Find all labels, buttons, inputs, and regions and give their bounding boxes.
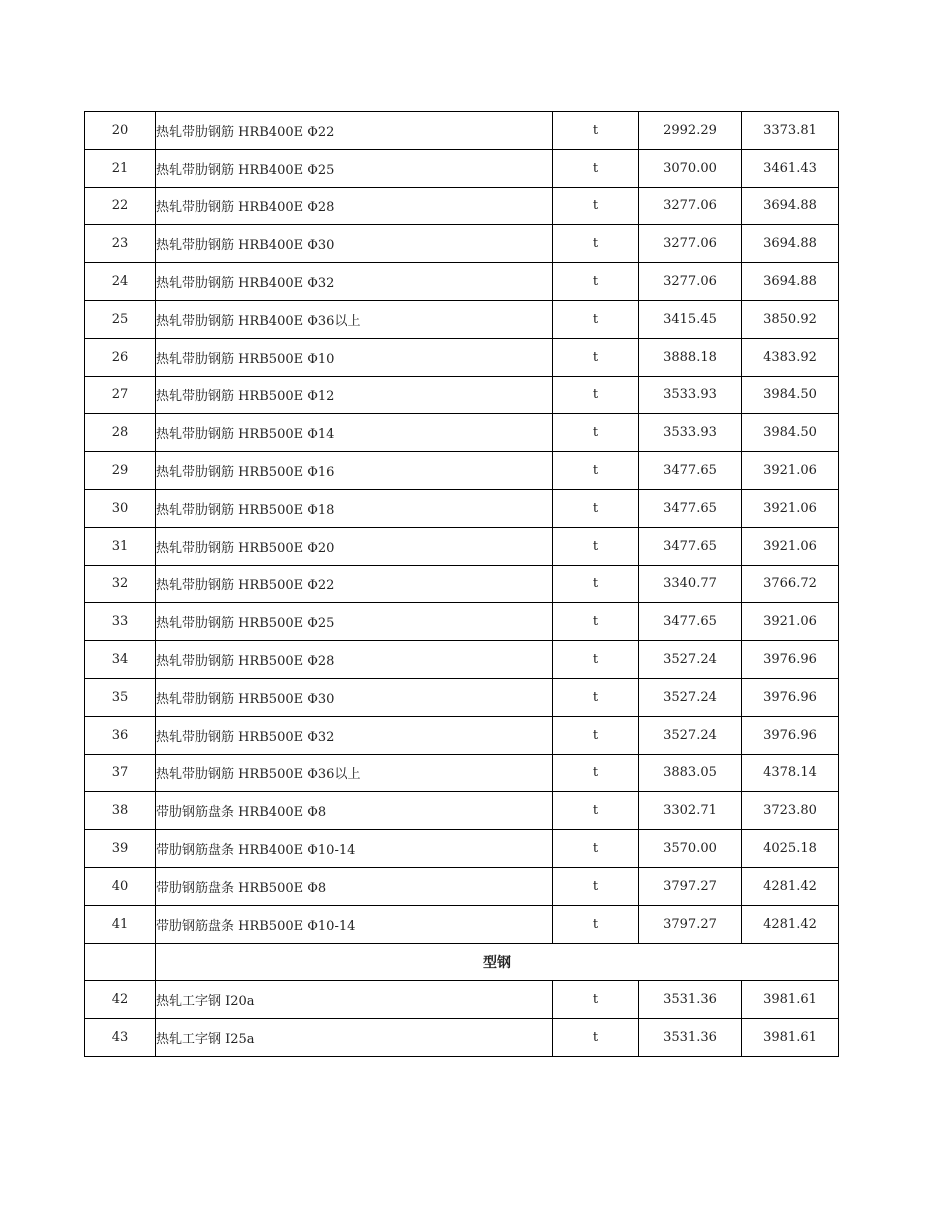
table-row [85,981,839,1019]
item-price-excl: 3797.27 [639,905,742,943]
item-price-incl: 4025.18 [742,830,839,868]
section-title: 型钢 [156,943,839,981]
item-number: 21 [85,149,156,187]
price-table [84,111,839,1057]
item-unit: t [553,187,639,225]
item-unit: t [553,376,639,414]
table-row [85,187,839,225]
item-unit: t [553,905,639,943]
item-name: 热轧带肋钢筋 HRB500E Φ10 [156,338,553,376]
item-price-excl: 3527.24 [639,678,742,716]
section-no-cell [85,943,156,981]
item-number: 39 [85,830,156,868]
table-row [85,867,839,905]
item-name: 热轧工字钢 I20a [156,981,553,1019]
table-row [85,489,839,527]
table-row [85,905,839,943]
item-number: 24 [85,263,156,301]
item-price-incl: 3976.96 [742,678,839,716]
item-price-excl: 3477.65 [639,527,742,565]
item-unit: t [553,263,639,301]
item-name: 热轧带肋钢筋 HRB500E Φ28 [156,641,553,679]
item-unit: t [553,867,639,905]
table-row [85,1019,839,1057]
item-name: 热轧工字钢 I25a [156,1019,553,1057]
item-unit: t [553,527,639,565]
item-price-excl: 3797.27 [639,867,742,905]
table-row [85,149,839,187]
table-row [85,300,839,338]
item-price-excl: 3340.77 [639,565,742,603]
item-number: 27 [85,376,156,414]
item-unit: t [553,716,639,754]
item-unit: t [553,149,639,187]
item-number: 29 [85,452,156,490]
item-price-incl: 4281.42 [742,905,839,943]
item-price-incl: 3984.50 [742,414,839,452]
item-price-excl: 3883.05 [639,754,742,792]
item-name: 热轧带肋钢筋 HRB500E Φ18 [156,489,553,527]
item-unit: t [553,300,639,338]
item-price-incl: 3694.88 [742,225,839,263]
item-price-excl: 3277.06 [639,187,742,225]
item-number: 36 [85,716,156,754]
table-row [85,452,839,490]
item-number: 23 [85,225,156,263]
item-price-incl: 3373.81 [742,112,839,150]
item-number: 41 [85,905,156,943]
item-price-incl: 3981.61 [742,981,839,1019]
item-price-excl: 3477.65 [639,603,742,641]
item-price-incl: 3850.92 [742,300,839,338]
item-price-excl: 3070.00 [639,149,742,187]
item-name: 热轧带肋钢筋 HRB400E Φ30 [156,225,553,263]
item-unit: t [553,225,639,263]
item-number: 38 [85,792,156,830]
item-name: 热轧带肋钢筋 HRB500E Φ22 [156,565,553,603]
item-price-incl: 3694.88 [742,263,839,301]
table-row [85,678,839,716]
item-price-incl: 3976.96 [742,716,839,754]
item-name: 热轧带肋钢筋 HRB500E Φ25 [156,603,553,641]
table-row [85,376,839,414]
item-name: 热轧带肋钢筋 HRB400E Φ22 [156,112,553,150]
item-number: 30 [85,489,156,527]
item-price-incl: 3921.06 [742,452,839,490]
item-price-incl: 3921.06 [742,603,839,641]
item-name: 带肋钢筋盘条 HRB400E Φ8 [156,792,553,830]
table-row [85,527,839,565]
item-price-excl: 3531.36 [639,1019,742,1057]
item-price-incl: 3694.88 [742,187,839,225]
item-price-incl: 3461.43 [742,149,839,187]
item-price-excl: 3277.06 [639,263,742,301]
item-unit: t [553,1019,639,1057]
table-row [85,830,839,868]
item-price-incl: 3921.06 [742,527,839,565]
table-row [85,225,839,263]
item-unit: t [553,981,639,1019]
item-name: 热轧带肋钢筋 HRB400E Φ36以上 [156,300,553,338]
item-price-excl: 2992.29 [639,112,742,150]
item-price-excl: 3477.65 [639,489,742,527]
item-name: 热轧带肋钢筋 HRB500E Φ20 [156,527,553,565]
item-price-excl: 3533.93 [639,414,742,452]
item-unit: t [553,452,639,490]
table-row [85,716,839,754]
item-price-excl: 3527.24 [639,716,742,754]
item-price-excl: 3415.45 [639,300,742,338]
table-row [85,263,839,301]
item-unit: t [553,489,639,527]
item-unit: t [553,792,639,830]
table-row [85,112,839,150]
item-unit: t [553,338,639,376]
item-number: 22 [85,187,156,225]
item-name: 热轧带肋钢筋 HRB500E Φ36以上 [156,754,553,792]
item-price-incl: 3976.96 [742,641,839,679]
item-number: 34 [85,641,156,679]
item-price-incl: 3984.50 [742,376,839,414]
item-price-incl: 3766.72 [742,565,839,603]
table-row [85,338,839,376]
item-name: 热轧带肋钢筋 HRB500E Φ32 [156,716,553,754]
item-price-excl: 3302.71 [639,792,742,830]
item-name: 热轧带肋钢筋 HRB500E Φ12 [156,376,553,414]
table-row [85,414,839,452]
item-number: 31 [85,527,156,565]
item-number: 42 [85,981,156,1019]
item-price-incl: 3981.61 [742,1019,839,1057]
item-number: 32 [85,565,156,603]
item-unit: t [553,830,639,868]
item-unit: t [553,565,639,603]
item-number: 20 [85,112,156,150]
item-unit: t [553,603,639,641]
table-row [85,754,839,792]
item-price-incl: 3921.06 [742,489,839,527]
item-name: 热轧带肋钢筋 HRB400E Φ28 [156,187,553,225]
item-unit: t [553,754,639,792]
table-row [85,603,839,641]
item-name: 带肋钢筋盘条 HRB500E Φ10-14 [156,905,553,943]
table-row [85,641,839,679]
item-name: 热轧带肋钢筋 HRB500E Φ14 [156,414,553,452]
item-price-incl: 4383.92 [742,338,839,376]
item-price-excl: 3533.93 [639,376,742,414]
item-name: 热轧带肋钢筋 HRB500E Φ16 [156,452,553,490]
item-price-excl: 3570.00 [639,830,742,868]
item-price-excl: 3277.06 [639,225,742,263]
item-unit: t [553,678,639,716]
item-price-excl: 3477.65 [639,452,742,490]
item-name: 热轧带肋钢筋 HRB400E Φ32 [156,263,553,301]
item-number: 43 [85,1019,156,1057]
table-body [85,112,839,1057]
item-name: 热轧带肋钢筋 HRB500E Φ30 [156,678,553,716]
item-price-incl: 3723.80 [742,792,839,830]
item-name: 热轧带肋钢筋 HRB400E Φ25 [156,149,553,187]
item-name: 带肋钢筋盘条 HRB400E Φ10-14 [156,830,553,868]
item-number: 40 [85,867,156,905]
item-number: 35 [85,678,156,716]
item-number: 33 [85,603,156,641]
item-price-incl: 4281.42 [742,867,839,905]
table-row [85,792,839,830]
item-name: 带肋钢筋盘条 HRB500E Φ8 [156,867,553,905]
item-number: 37 [85,754,156,792]
table-row [85,565,839,603]
item-unit: t [553,112,639,150]
item-price-incl: 4378.14 [742,754,839,792]
item-price-excl: 3531.36 [639,981,742,1019]
item-number: 26 [85,338,156,376]
item-number: 25 [85,300,156,338]
item-unit: t [553,641,639,679]
item-price-excl: 3527.24 [639,641,742,679]
item-number: 28 [85,414,156,452]
item-price-excl: 3888.18 [639,338,742,376]
section-row [85,943,839,981]
item-unit: t [553,414,639,452]
